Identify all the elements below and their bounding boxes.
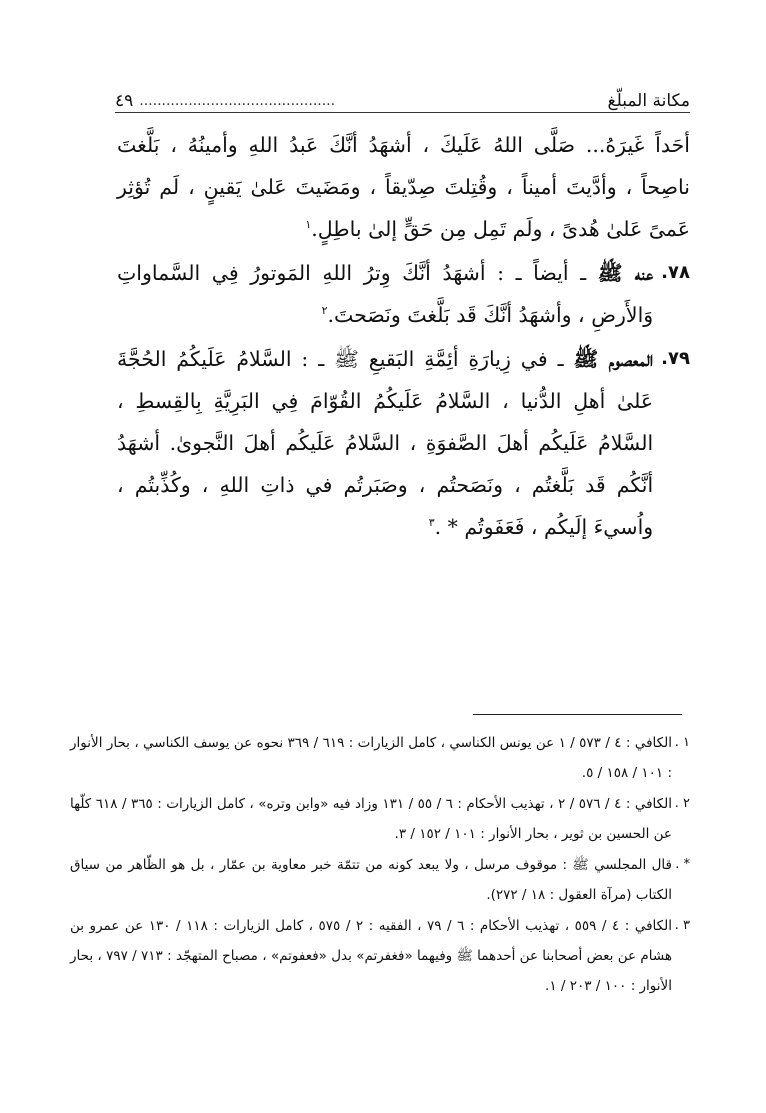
hadith-78	[117, 252, 690, 336]
hadith-speaker: المعصوم ﷺ	[573, 347, 654, 371]
hadith-body	[117, 338, 653, 548]
footnote-mark: * .	[675, 857, 690, 872]
footnote-mark: ٢ .	[674, 796, 690, 811]
footnote-ref: ٣	[428, 516, 435, 530]
hadith-text: ـ أيضاً ـ : أشهَدُ أنَّكَ وِترُ اللهِ المَوتورُ فِي السَّماواتِ وَالأَرضِ ، وأشهَدُ أنَّكَ قَد بَلَّغتَ ونَصَحتَ.	[117, 261, 654, 327]
footnote-item	[70, 911, 690, 1001]
hadith-79	[117, 338, 690, 548]
hadith-number: ٧٩.	[661, 348, 690, 369]
main-text	[117, 124, 690, 548]
page-number: ٤٩	[115, 91, 134, 111]
footnote-text: الكافي : ٤ / ٥٧٣ / ١ عن يونس الكناسي ، كامل الزيارات : ٦١٩ / ٣٦٩ نحوه عن يوسف الكناسي ، بحار الأنوار : ١٠١ / ١٥٨ / ٥.	[70, 735, 672, 781]
continuation-paragraph	[117, 124, 690, 250]
footnote-mark: ٣ .	[674, 918, 690, 933]
footnote-item	[70, 789, 690, 849]
footnote-text: الكافي : ٤ / ٥٧٦ / ٢ ، تهذيب الأحكام : ٦ / ٥٥ / ١٣١ وزاد فيه «وابن وتره» ، كامل الزيارات : ٣٦٥ / ٦١٨ كلّها عن الحسين بن ثوير ، بحار الأنوار : ١٠١ / ١٥٢ / ٣.	[70, 796, 672, 842]
hadith-text: ـ في زِيارَةِ أئِمَّةِ البَقيعِ ﷺ ـ : السَّلامُ عَلَيكُمُ الحُجَّةَ عَلىٰ أهلِ الدُّنيا ، السَّلامُ عَلَيكُمُ القُوّامَ فِي البَرِيَّةِ بِالقِسطِ ، السَّلامُ عَلَيكُم أهلَ الصَّفوَةِ ، السَّلامُ عَلَيكُم أهلَ النَّجوىٰ. أشهَدُ أنَّكُم قَد بَلَّغتُم ، ونَصَحتُم ، وصَبَرتُم في ذاتِ اللهِ ، وكُذِّبتُم ، واُسيءَ إلَيكُم ، فَعَفَوتُم * .	[117, 347, 654, 539]
running-title: مكانة المبلّغ	[607, 91, 690, 111]
footnote-ref: ١	[305, 218, 312, 232]
footnote-item	[70, 728, 690, 788]
running-header	[115, 84, 690, 113]
hadith-speaker: عنه ﷺ	[597, 261, 654, 285]
footnote-text: الكافي : ٤ / ٥٥٩ ، تهذيب الأحكام : ٦ / ٧٩ ، الفقيه : ٢ / ٥٧٥ ، كامل الزيارات : ١١٨ / ١٣٠ عن عمرو بن هشام عن بعض أصحابنا عن أحدهما ﷺ وفيهما «فغفرتم» بدل «فعفوتم» ، مصباح المتهجّد : ٧١٣ / ٧٩٧ ، بحار الأنوار : ١٠٠ / ٢٠٣ / ١.	[70, 918, 673, 994]
footnote-mark: ١ .	[674, 735, 690, 750]
hadith-number: ٧٨.	[661, 262, 690, 283]
footnote-text: قال المجلسي ﷺ : موقوف مرسل ، ولا يبعد كونه من تتمّة خبر معاوية بن عمّار ، بل هو الظّاهر من سياق الكتاب (مرآة العقول : ١٨ / ٢٧٢).	[70, 857, 672, 903]
footnotes	[70, 728, 690, 1002]
dot-leader: ............................................	[139, 93, 336, 109]
hadith-body	[117, 252, 653, 336]
continuation-text: أحَداً غَيرَهُ... صَلَّى اللهُ عَلَيكَ ، أشهَدُ أنَّكَ عَبدُ اللهِ وأمينُهُ ، بَلَّغتَ ناصِحاً ، وأدَّيتَ أميناً ، وقُتِلتَ صِدّيقاً ، ومَضَيتَ عَلىٰ يَقينٍ ، لَم تُؤثِر عَمىً عَلىٰ هُدىً ، ولَم تَمِل مِن حَقٍّ إلىٰ باطِلٍ.	[117, 133, 690, 241]
footnote-ref: ٢	[321, 304, 328, 318]
footnote-divider	[473, 714, 682, 715]
footnote-item	[70, 850, 690, 910]
